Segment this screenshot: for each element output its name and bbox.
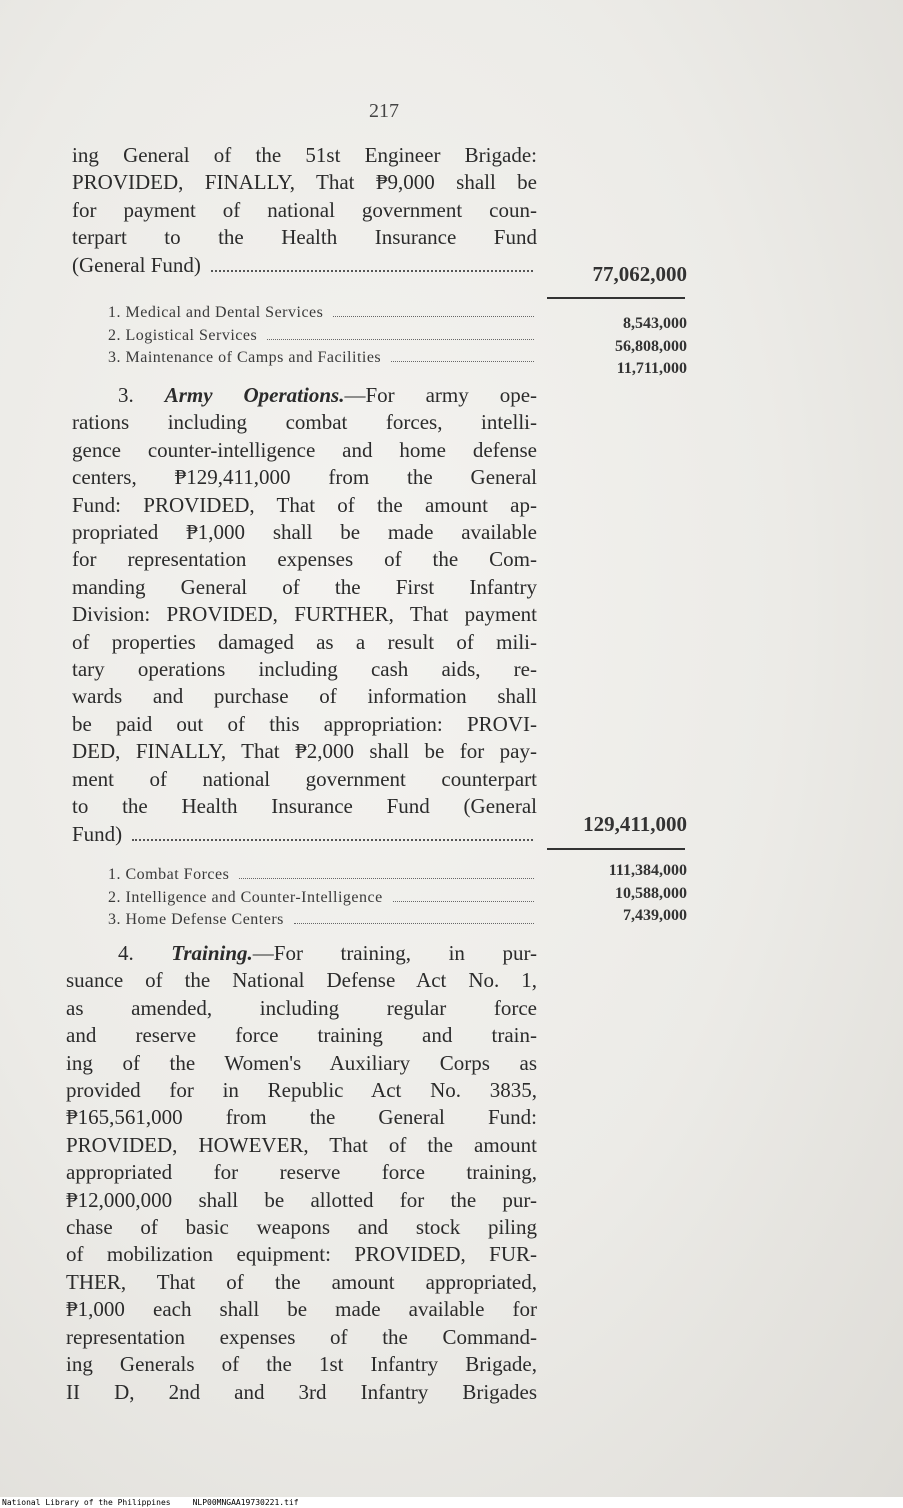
- text-line: as amended, including regular force: [66, 995, 537, 1020]
- total-rule: [547, 297, 685, 299]
- scan-footer: [0, 1497, 903, 1508]
- text-line: for payment of national government coun-: [72, 197, 537, 222]
- text-line: centers, ₱129,411,000 from the General: [72, 465, 537, 490]
- page-number: 217: [369, 100, 399, 122]
- text-run: That ₱2,000 shall be for pay-: [226, 739, 537, 764]
- dot-leader: [267, 339, 534, 340]
- text-run: be paid out of this appropriation:: [72, 711, 467, 736]
- text-line: ₱165,561,000 from the General Fund:: [66, 1105, 537, 1130]
- text-line: suance of the National Defense Act No. 1,: [66, 968, 537, 993]
- text-line: appropriated for reserve force training,: [66, 1160, 537, 1185]
- item-label: 2. Logistical Services: [108, 326, 258, 344]
- text-line: manding General of the First Infantry: [72, 574, 537, 599]
- section-heading: Training.: [171, 941, 253, 965]
- provided-hyphenated: PROVI-: [466, 711, 537, 736]
- text-line: [72, 738, 537, 765]
- text-line: ₱1,000 each shall be made available for: [66, 1297, 537, 1322]
- text-run: Division:: [72, 602, 167, 627]
- dot-leader: [333, 316, 534, 317]
- section-3-paragraph: [72, 382, 537, 848]
- text-line: ₱12,000,000 shall be allotted for the pur-: [66, 1187, 537, 1212]
- text-line: [66, 1241, 537, 1268]
- section-2-amounts: [560, 313, 687, 381]
- dot-leader: [294, 923, 534, 924]
- item-amount: 111,384,000: [608, 862, 687, 879]
- item-label: 1. Combat Forces: [108, 866, 230, 883]
- item-amount: 7,439,000: [623, 907, 687, 924]
- text-run: Fund:: [72, 492, 144, 517]
- footer-file: NLP00MNGAA19730221.tif: [192, 1498, 299, 1507]
- item-label: 2. Intelligence and Counter-Intelligence: [108, 888, 383, 906]
- ther: THER,: [66, 1269, 127, 1294]
- text-line: to the Health Insurance Fund (General: [72, 794, 537, 819]
- text-run: That of the amount: [308, 1132, 537, 1157]
- text-line: tary operations including cash aids, re-: [72, 657, 537, 682]
- item-amount: 10,588,000: [615, 884, 687, 902]
- text-line: [72, 711, 537, 738]
- text-line: [72, 492, 537, 519]
- text-line: ing Generals of the 1st Infantry Brigade,: [66, 1352, 537, 1377]
- list-item: [108, 909, 536, 932]
- text-line: [72, 601, 537, 628]
- text-line: [72, 169, 537, 196]
- provided-further: PROVIDED, FURTHER,: [166, 602, 394, 627]
- item-label: 3. Home Defense Centers: [108, 911, 284, 928]
- dot-leader: [239, 878, 534, 879]
- provided-finally: PROVIDED, FINALLY,: [72, 170, 296, 195]
- section-2-paragraph: [72, 142, 537, 279]
- list-item: [108, 864, 536, 887]
- text-line: of properties damaged as a result of mili-: [72, 629, 537, 654]
- list-item: [108, 887, 536, 910]
- leader-text: Fund): [72, 821, 123, 846]
- section-3-total: 129,411,000: [583, 812, 687, 836]
- section-2-total: 77,062,000: [592, 262, 687, 286]
- text-run: —For army ope-: [344, 383, 538, 407]
- text-line: [66, 1132, 537, 1159]
- leader-text: (General Fund): [72, 252, 201, 277]
- text-run: That of the amount ap-: [254, 492, 537, 517]
- dot-leader: [132, 839, 533, 841]
- text-line: provided for in Republic Act No. 3835,: [66, 1078, 537, 1103]
- dot-leader: [211, 270, 533, 272]
- text-line: terpart to the Health Insurance Fund: [72, 225, 537, 250]
- item-label: 3. Maintenance of Camps and Facilities: [108, 349, 382, 366]
- text-line: [66, 1269, 537, 1296]
- item-amount: 11,711,000: [616, 360, 687, 377]
- section-2-items: [108, 302, 536, 370]
- section-3-items: [108, 864, 536, 932]
- item-amount: 56,808,000: [615, 337, 687, 355]
- total-rule: [547, 848, 685, 850]
- text-line: for representation expenses of the Com-: [72, 547, 537, 572]
- section-heading: Army Operations.: [164, 383, 345, 407]
- text-line: wards and purchase of information shall: [72, 684, 537, 709]
- provided: PROVIDED,: [143, 492, 255, 517]
- leader-line: [72, 252, 537, 279]
- text-line: ing General of the 51st Engineer Brigade:: [72, 143, 537, 167]
- section-3-amounts: [560, 860, 687, 928]
- list-item: [108, 325, 536, 348]
- section-number: 3.: [118, 383, 134, 407]
- provided-however: PROVIDED, HOWEVER,: [66, 1132, 309, 1157]
- list-item: [108, 347, 536, 370]
- leader-line: [72, 821, 537, 848]
- item-label: 1. Medical and Dental Services: [108, 304, 324, 321]
- item-amount: 8,543,000: [623, 315, 687, 332]
- section-4-paragraph: [66, 940, 537, 1406]
- provided-further: PROVIDED, FUR-: [354, 1242, 537, 1267]
- dot-leader: [393, 901, 534, 902]
- ded-finally: DED, FINALLY,: [72, 739, 227, 764]
- section-number: 4.: [118, 941, 134, 965]
- list-item: [108, 302, 536, 325]
- text-line: representation expenses of the Command-: [66, 1324, 537, 1349]
- text-line: gence counter-intelligence and home defense: [72, 437, 537, 462]
- text-run: That of the amount appropriated,: [126, 1269, 537, 1294]
- text-line: II D, 2nd and 3rd Infantry Brigades: [66, 1379, 537, 1404]
- text-line: rations including combat forces, intelli-: [72, 410, 537, 435]
- text-run: That ₱9,000 shall be: [295, 170, 537, 195]
- text-run: of mobilization equipment:: [66, 1242, 355, 1267]
- text-line: and reserve force training and train-: [66, 1023, 537, 1048]
- text-line: ment of national government counterpart: [72, 766, 537, 791]
- footer-source: National Library of the Philippines: [2, 1498, 171, 1507]
- text-line: [66, 940, 537, 967]
- text-line: chase of basic weapons and stock piling: [66, 1215, 537, 1240]
- text-line: ing of the Women's Auxiliary Corps as: [66, 1050, 537, 1075]
- text-line: [72, 382, 537, 409]
- text-line: propriated ₱1,000 shall be made available: [72, 520, 537, 545]
- text-run: That payment: [393, 602, 537, 627]
- text-run: —For training, in pur-: [252, 941, 538, 965]
- dot-leader: [391, 361, 534, 362]
